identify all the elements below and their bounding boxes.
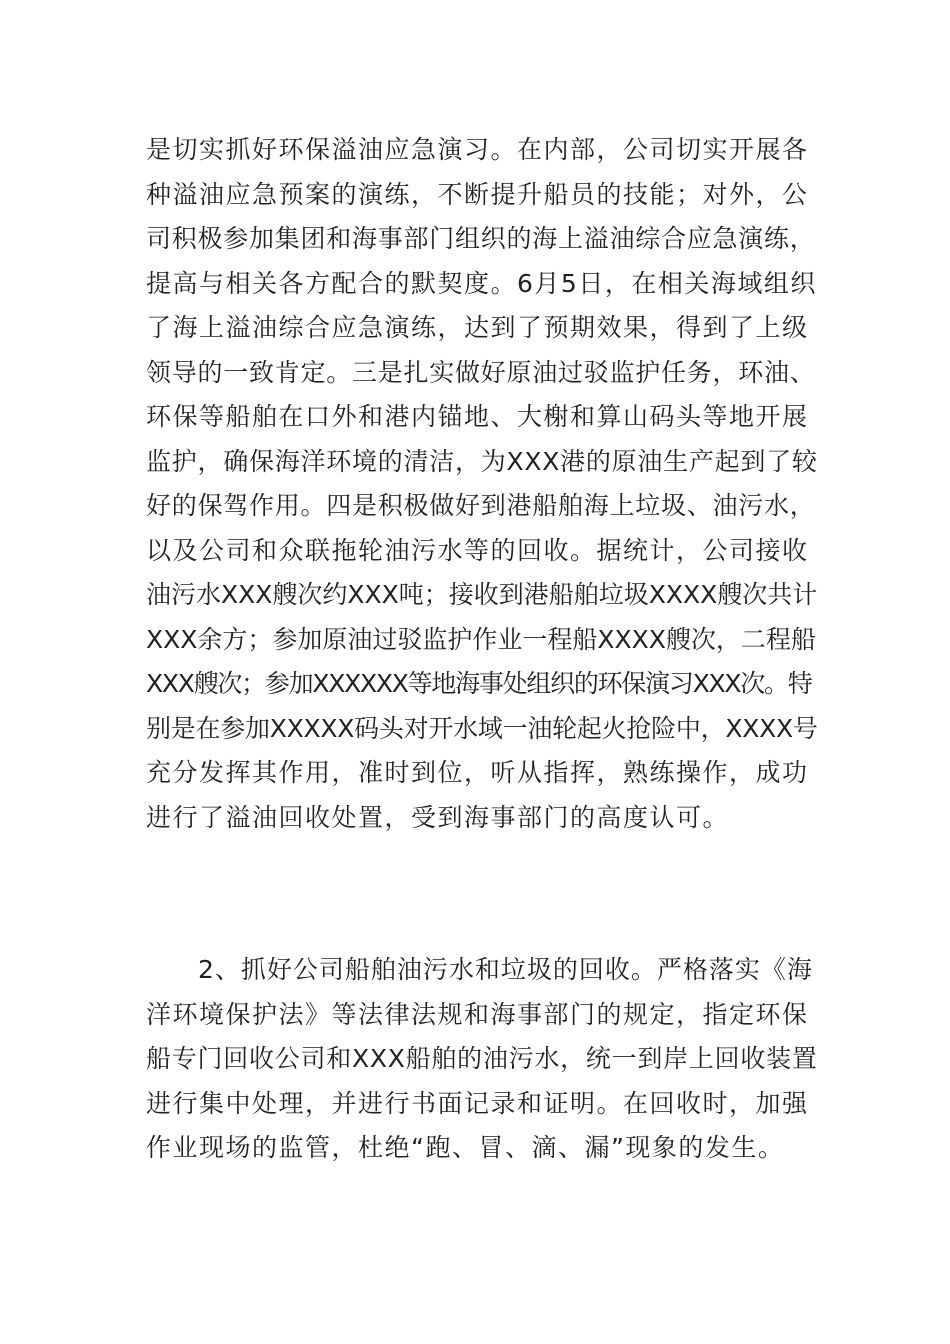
text-line: XXX余方；参加原油过驳监护作业一程船XXXX艘次，二程船 xyxy=(146,624,816,654)
text-line: 油污水XXX艘次约XXX吨；接收到港船舶垃圾XXXX艘次共计 xyxy=(146,580,818,609)
text-line: 种溢油应急预案的演练，不断提升船员的技能；对外，公 xyxy=(146,179,809,209)
text-line: 领导的一致肯定。三是扎实做好原油过驳监护任务，环油、 xyxy=(146,357,816,387)
text-line: 以及公司和众联拖轮油污水等的回收。据统计，公司接收 xyxy=(146,535,809,565)
text-line: 提高与相关各方配合的默契度。6月5日，在相关海域组织 xyxy=(146,268,817,298)
text-line: 好的保驾作用。四是积极做好到港船舶海上垃圾、油污水， xyxy=(146,491,816,520)
paragraph-2 xyxy=(146,948,818,1171)
text-line: 充分发挥其作用，准时到位，听从指挥，熟练操作，成功 xyxy=(146,758,809,787)
text-line: 监护，确保海洋环境的清洁，为XXX港的原油生产起到了较 xyxy=(146,446,818,476)
text-line: 了海上溢油综合应急演练，达到了预期效果，得到了上级 xyxy=(146,313,809,342)
text-line: 环保等船舶在口外和港内锚地、大榭和算山码头等地开展 xyxy=(146,402,809,431)
paragraph-1 xyxy=(146,128,818,840)
text-line: XXX艘次；参加XXXXXX等地海事处组织的环保演习XXX次。特 xyxy=(146,669,812,698)
text-line: 进行了溢油回收处置，受到海事部门的高度认可。 xyxy=(146,802,730,832)
text-line: 司积极参加集团和海事部门组织的海上溢油综合应急演练， xyxy=(146,224,816,253)
text-line: 别是在参加XXXXX码头对开水域一油轮起火抢险中，XXXX号 xyxy=(146,713,818,743)
text-line: 洋环境保护法》等法律法规和海事部门的规定，指定环保 xyxy=(146,999,809,1029)
text-line: 进行集中处理，并进行书面记录和证明。在回收时，加强 xyxy=(146,1088,809,1118)
text-line: 是切实抓好环保溢油应急演习。在内部，公司切实开展各 xyxy=(146,135,809,164)
text-line: 船专门回收公司和XXX船舶的油污水，统一到岸上回收装置 xyxy=(146,1044,818,1073)
text-line: 作业现场的监管，杜绝“跑、冒、滴、漏”现象的发生。 xyxy=(146,1133,785,1162)
text-line: 2、抓好公司船舶油污水和垃圾的回收。严格落实《海 xyxy=(146,955,813,984)
